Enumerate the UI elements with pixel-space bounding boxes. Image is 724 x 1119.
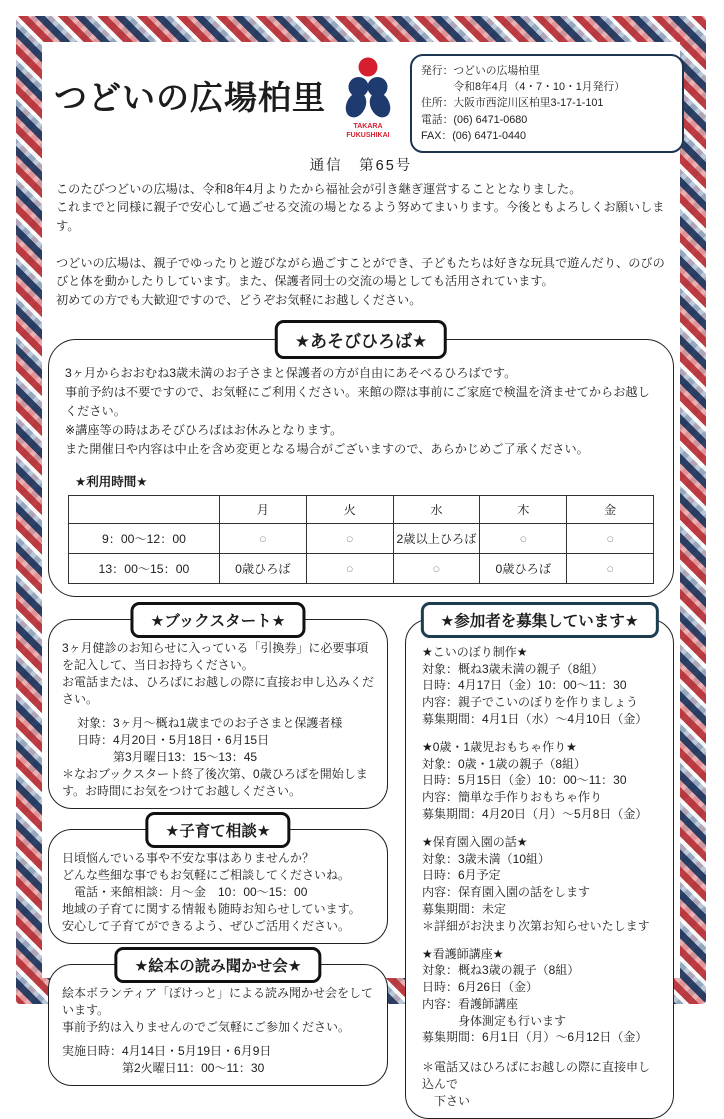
usage-hours-table: [68, 495, 654, 584]
flower-logo-icon: [336, 56, 400, 144]
event-content: 内容：保育園入園の話をします: [422, 885, 591, 900]
info-date: 令和8年4月（4・7・10・1月発行）: [421, 81, 625, 94]
header-wed: 水: [393, 495, 480, 523]
event-datetime: 日時：6月予定: [422, 868, 501, 883]
cell: 0歳ひろば: [480, 553, 567, 583]
intro-paragraph-2: [56, 254, 666, 310]
info-address: 住所：大阪市西淀川区柏里3-17-1-101: [421, 97, 604, 110]
section-asobi-hiroba: [48, 332, 674, 597]
recruit-title: ★参加者を募集しています★: [420, 602, 658, 638]
ehon-line: 事前予約は入りませんのでご気軽にご参加ください。: [62, 1020, 351, 1035]
asobi-description: [65, 364, 657, 459]
event-content: 内容：看護師講座: [422, 996, 519, 1011]
event-hoikuen: [422, 834, 659, 935]
event-target: 対象：0歳・1歳の親子（8組）: [422, 756, 587, 771]
recruit-footnote: [422, 1059, 659, 1109]
event-period: 募集期間：4月20日（月）～5月8日（金）: [422, 806, 648, 821]
bookstart-line: お電話または、ひろばにお越しの際に直接お申し込みください。: [62, 674, 375, 706]
event-period: 募集期間：6月1日（月）～6月12日（金）: [422, 1030, 648, 1045]
table-header-row: [68, 495, 653, 523]
soudan-line: どんな些細な事でもお気軽にご相談してくださいね。: [62, 868, 351, 883]
takara-fukushikai-logo: [336, 56, 400, 149]
event-name: ★看護師講座★: [422, 946, 504, 961]
cell: ○: [306, 553, 393, 583]
cell: ○: [393, 553, 480, 583]
cell: ○: [219, 523, 306, 553]
cell: ○: [306, 523, 393, 553]
publisher-info-box: [410, 54, 684, 153]
event-note: ＊詳細がお決まり次第お知らせいたします: [422, 918, 650, 933]
event-kangoshi: [422, 946, 659, 1047]
issue-number: 通信 第65号: [309, 157, 413, 174]
intro-line: 初めての方でも大歓迎ですので、どうぞお気軽にお越しください。: [56, 292, 422, 307]
event-content: 内容：簡単な手作りおもちゃ作り: [422, 790, 603, 805]
event-datetime: 日時：5月15日（金）10：00～11：30: [422, 773, 627, 788]
ehon-time: 第2火曜日11：00～11：30: [62, 1061, 265, 1076]
bookstart-box: [48, 619, 388, 809]
left-column: [48, 599, 388, 1119]
header-thu: 木: [480, 495, 567, 523]
info-phone: 電話：(06) 6471-0680: [421, 113, 528, 126]
bookstart-dates: 日時：4月20日・5月18日・6月15日: [77, 732, 270, 747]
ehon-line: 絵本ボランティア「ぽけっと」による読み聞かせ会をしています。: [62, 986, 374, 1018]
time-cell: 9：00～12：00: [68, 523, 219, 553]
intro-paragraph-1: [56, 180, 666, 236]
soudan-title: ★子育て相談★: [145, 812, 290, 848]
event-omocha: [422, 739, 659, 823]
ehon-title: ★絵本の読み聞かせ会★: [114, 947, 321, 983]
footnote-line: 下さい: [422, 1093, 471, 1108]
header-blank: [68, 495, 219, 523]
info-publisher: 発行：つどいの広場柏里: [421, 65, 540, 77]
section-ehon-yomikikase: [48, 958, 388, 1086]
event-name: ★保育園入園の話★: [422, 834, 528, 849]
cell: 2歳以上ひろば: [393, 523, 480, 553]
intro-line: これまでと同様に親子で安心して過ごせる交流の場となるよう努めてまいります。今後ともよろしくお願いします。: [56, 200, 665, 234]
logo-text-line1: TAKARA: [353, 123, 383, 130]
bookstart-title: ★ブックスタート★: [130, 602, 305, 638]
logo-text-line2: FUKUSHIKAI: [346, 132, 390, 139]
recruit-box: [405, 619, 674, 1119]
asobi-line: 3ヶ月からおおむね3歳未満のお子さまと保護者の方が自由にあそべるひろばです。: [65, 366, 517, 381]
event-name: ★こいのぼり制作★: [422, 644, 528, 659]
event-content: 内容：親子でこいのぼりを作りましょう: [422, 695, 639, 710]
cell: ○: [480, 523, 567, 553]
table-row-morning: [68, 523, 653, 553]
ehon-dates: 実施日時：4月14日・5月19日・6月9日: [62, 1044, 272, 1059]
event-target: 対象：概ね3歳の親子（8組）: [422, 963, 580, 978]
soudan-line: 安心して子育てができるよう、ぜひご活用ください。: [62, 919, 351, 934]
event-period: 募集期間：4月1日（水）～4月10日（金）: [422, 711, 648, 726]
asobi-line: 事前予約は不要ですので、お気軽にご利用ください。来館の際は事前にご家庭で検温を済ませてからお越しください。: [65, 385, 650, 419]
bookstart-details: [62, 715, 374, 766]
asobi-hiroba-title: ★あそびひろば★: [275, 320, 447, 359]
table-row-afternoon: [68, 553, 653, 583]
section-recruit: [405, 612, 674, 1119]
intro-line: つどいの広場は、親子でゆったりと遊びながら過ごすことができ、子どもたちは好きな玩具で遊んだり、のびのびと体を動かしたりしています。また、保護者同士の交流の場としても活用されています。: [56, 255, 665, 289]
event-period: 募集期間：未定: [422, 901, 507, 916]
bookstart-target: 対象：3ヶ月～概ね1歳までのお子さまと保護者様: [77, 715, 343, 730]
event-target: 対象：概ね3歳未満の親子（8組）: [422, 661, 604, 676]
asobi-line: ※講座等の時はあそびひろばはお休みとなります。: [65, 422, 343, 437]
bottom-columns: [42, 599, 680, 1119]
header-mon: 月: [219, 495, 306, 523]
header-tue: 火: [306, 495, 393, 523]
cell: 0歳ひろば: [219, 553, 306, 583]
asobi-line: また開催日や内容は中止を含め変更となる場合がございますので、あらかじめご了承ください。: [65, 441, 589, 456]
usage-hours-title: ★利用時間★: [75, 474, 148, 489]
section-bookstart: [48, 612, 388, 809]
event-target: 対象：3歳未満（10組）: [422, 851, 551, 866]
cell: ○: [567, 553, 654, 583]
event-content-2: 身体測定も行います: [422, 1013, 567, 1028]
cell: ○: [567, 523, 654, 553]
footnote-line: ＊電話又はひろばにお越しの際に直接申し込んで: [422, 1060, 651, 1092]
info-fax: FAX：(06) 6471-0440: [421, 129, 527, 142]
event-koinobori: [422, 644, 659, 728]
event-datetime: 日時：4月17日（金）10：00～11：30: [422, 678, 627, 693]
time-cell: 13：00～15：00: [68, 553, 219, 583]
bookstart-note: ＊なおブックスタート終了後次第、0歳ひろばを開始します。お時間にお気をつけてお越しください。: [62, 766, 368, 798]
event-datetime: 日時：6月26日（金）: [422, 980, 539, 995]
header: [42, 42, 680, 153]
section-kosodate-soudan: [48, 823, 388, 944]
event-name: ★0歳・1歳児おもちゃ作り★: [422, 739, 577, 754]
bookstart-time: 第3月曜日13：15～13：45: [77, 749, 258, 764]
soudan-hours: 電話・来館相談：月～金 10：00～15：00: [62, 885, 308, 900]
right-column: [405, 599, 674, 1119]
bookstart-line: 3ヶ月健診のお知らせに入っている「引換券」に必要事項を記入して、当日お持ちください。: [62, 640, 369, 672]
header-fri: 金: [567, 495, 654, 523]
intro-text: [42, 175, 680, 309]
soudan-line: 地域の子育てに関する情報も随時お知らせしています。: [62, 902, 361, 917]
newsletter-content: [42, 42, 680, 1108]
page-title: つどいの広場柏里: [54, 79, 326, 116]
soudan-line: 日頃悩んでいる事や不安な事はありませんか？: [62, 851, 315, 866]
intro-line: このたびつどいの広場は、令和8年4月よりたから福祉会が引き継ぎ運営することとなりました。: [56, 181, 582, 196]
